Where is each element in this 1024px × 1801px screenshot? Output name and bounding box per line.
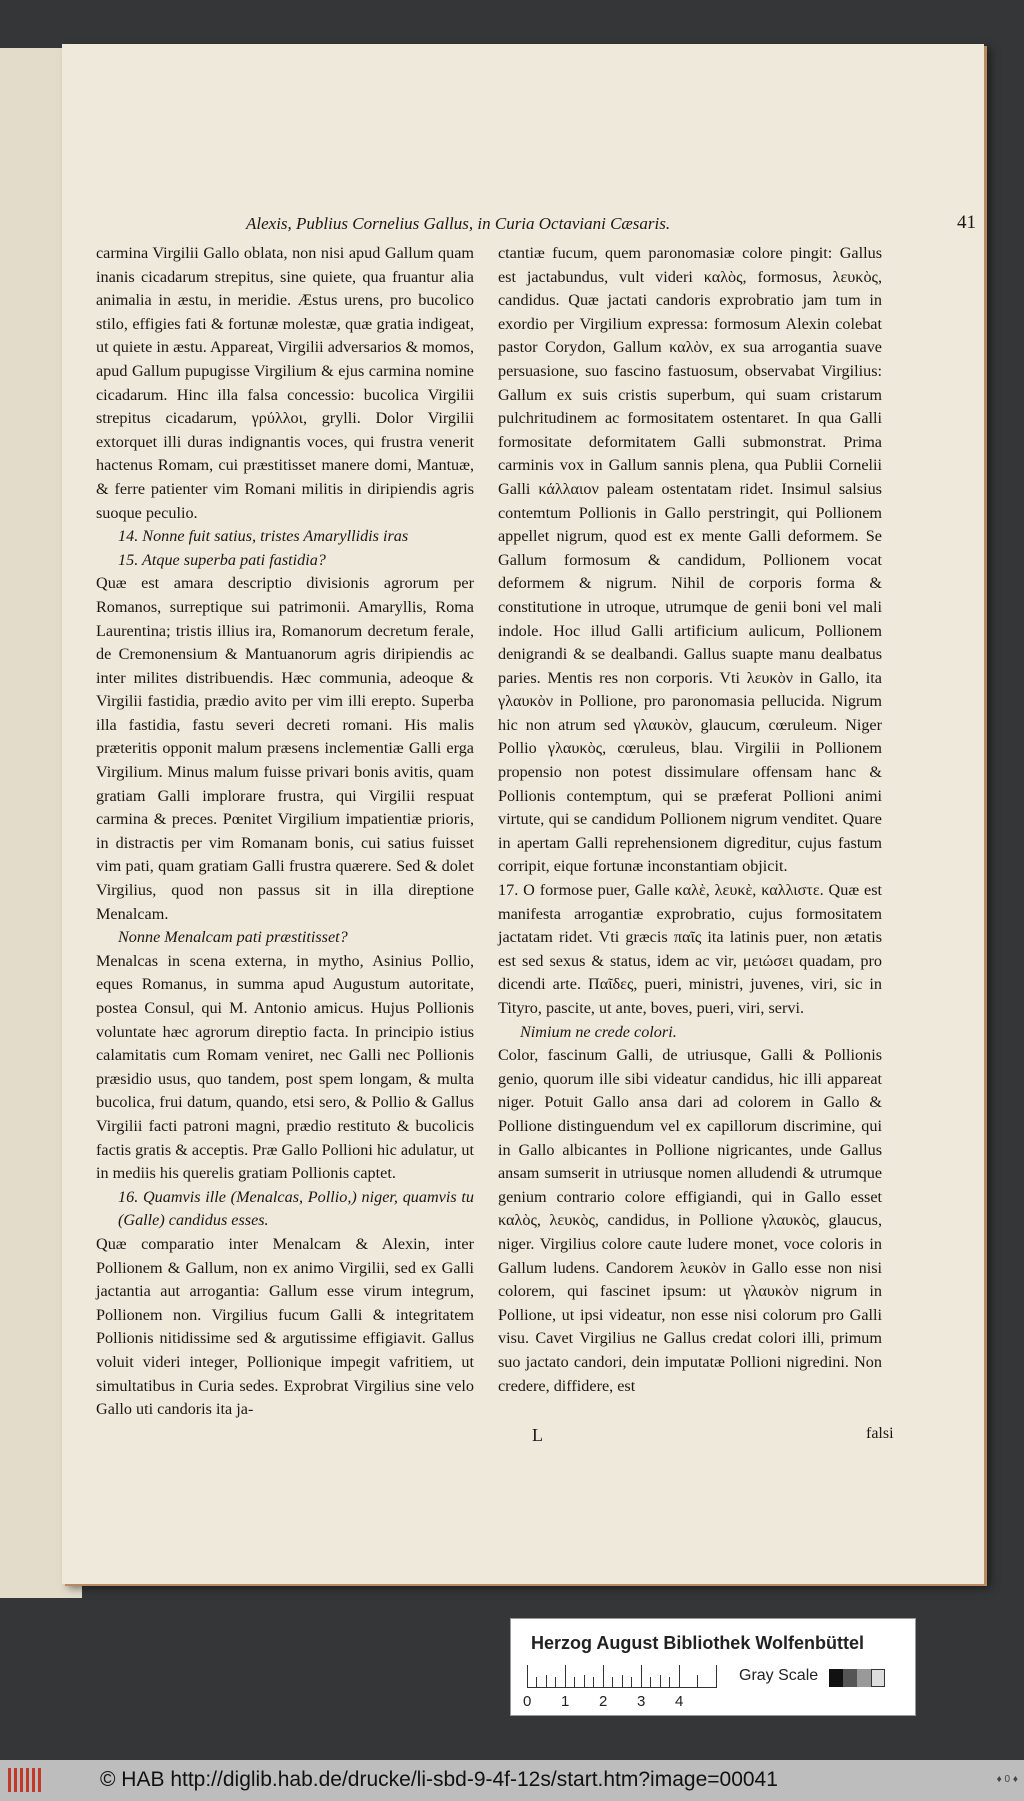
gray-swatch-1	[829, 1669, 843, 1687]
book-page	[62, 44, 984, 1584]
catchword: falsi	[866, 1425, 894, 1442]
hab-logo-icon	[8, 1768, 44, 1792]
footer-right-mark: ♦ 0 ♦	[996, 1774, 1018, 1785]
page-number: 41	[957, 212, 976, 233]
ruler-number-3: 3	[637, 1693, 646, 1710]
left-verse-16: 16. Quamvis ille (Menalcas, Pollio,) niger, quamvis tu (Galle) candidus esses.	[118, 1187, 474, 1230]
hab-card-title: Herzog August Bibliothek Wolfenbüttel	[531, 1633, 864, 1653]
ruler-scale	[527, 1665, 717, 1688]
right-paragraph-2: Color, fascinum Galli, de utriusque, Galli & Pollionis genio, quorum ille sibi videatur candidus, hic illi appareat niger. Potuit Gallo ansa dari ad colorem in Gallo & Pollione distinguendum vel ex capillorum discrimine, qui in Gallo albicantes in Pollione nigricantes, unde Gallus ansam sumserit in utriusque nomen alludendi & utrumque genium contrario colore effigiandi, qui in Gallo esset καλὸς, λευκὸς, candidus, in Pollione γλαυκὸς, glaucus, niger. Virgilius colore caute ludere monet, voce coloris in Gallum ludens. Candorem λευκὸν in Gallo esse non nisi colorem, qui fascinet ipsum: ut γλαυκὸν nigrum in Pollione, ut ipsi videatur, non esse nisi colorum pro Galli visu. Cavet Virgilius ne Gallus credat colori illi, primum suo jactato candori, dein imputatæ Pollioni nigredini. Non credere, diffidere, est	[498, 1046, 882, 1395]
viewer-footer	[0, 1760, 1024, 1801]
running-head	[246, 214, 976, 234]
right-paragraph-17: 17. O formose puer, Galle καλὲ, λευκὲ, καλλιστε. Quæ est manifesta arrogantiæ exprobratio, cujus formositatem jactatam ridet. Vti græcis παῖς ita latinis puer, non ætatis est sed sexus & status, idem ac vir, μειώσει quadam, pro dicendi arte. Παῖδες, pueri, ministri, juvenes, viri, sic in Tityro, pascite, ut ante, boves, pueri, viri, servi.	[498, 881, 882, 1017]
gray-scale-label: Gray Scale	[739, 1667, 819, 1684]
left-verse-menalcam: Nonne Menalcam pati præstitisset?	[118, 928, 348, 947]
left-paragraph-1: carmina Virgilii Gallo oblata, non nisi apud Gallum quam inanis cicadarum strepitus, sine quiete, qua fruantur alia animalia in æstu, in meridie. Æstus urens, pro bucolico stilo, effigies fati & fortunæ molestæ, quæ gratia indigeat, ut quiete in æstu. Appareat, Virgilii adversarios & momos, apud Gallum pupugisse Virgilium & ejus carmina nomine cicadarum. Hinc illa falsa concessio: bucolica Virgilii strepitus cicadarum, γρύλλοι, grylli. Dolor Virgilii extorquet illi duras indignantis voces, qui frustra venerit hactenus Romam, cui præstitisset manere domi, Mantuæ, & ferre patienter vim Romani militis in diripiendis agris suoque peculio.	[96, 244, 474, 522]
hab-color-card	[510, 1618, 916, 1716]
gray-swatch-2	[843, 1669, 857, 1687]
ruler-number-2: 2	[599, 1693, 608, 1710]
footer-url-link[interactable]: © HAB http://diglib.hab.de/drucke/li-sbd-9-4f-12s/start.htm?image=00041	[100, 1768, 778, 1791]
left-paragraph-2: Quæ est amara descriptio divisionis agrorum per Romanos, surreptique sui patrimonii. Amaryllis, Roma Laurentina; tristis illius ira, Romanorum decretum ferale, de Cremonensium & Mantuanorum agris diripiendis ac inter milites distribuendis. Hæc communia, adeoque & Virgilii fastidia, prædio avito per vim illi erepto. Superba illa fastidia, fastu severi decreti romani. His malis præteritis opponit malum præsens inclementiæ Galli erga Virgilium. Minus malum fuisse privari bonis avitis, quam gratiam Galli implorare frustra, qui Virgilii respuat carmina & preces. Pœnitet Virgilium impatientiæ prioris, in distractis per vim Romanam bonis, cui satius fuisset vim pati, quam gratiam Galli frustra quærere. Sed & dolet Virgilius, quod non passus sit in illa direptione Menalcam.	[96, 574, 474, 923]
left-paragraph-4: Quæ comparatio inter Menalcam & Alexin, inter Pollionem & Gallum, non ex animo Virgilii, sed ex Galli jactantia aut arrogantia: Gallum esse virum integrum, Pollionem non. Virgilius fucum Galli & integritatem Pollionis nitidissime sed & argutissime effigiavit. Gallus voluit videri integer, Pollionique impegit vafritiem, ut simultatibus in Curia sedes. Exprobrat Virgilius sine velo Gallo uti candoris ita ja-	[96, 1234, 474, 1419]
gray-swatch-3	[857, 1669, 871, 1687]
page-content	[96, 170, 982, 1470]
running-head-title: Alexis, Publius Cornelius Gallus, in Curia Octaviani Cæsaris.	[246, 214, 671, 233]
ruler-number-4: 4	[675, 1693, 684, 1710]
ruler-number-1: 1	[561, 1693, 570, 1710]
ruler-number-0: 0	[523, 1693, 532, 1710]
gray-swatch-4	[871, 1669, 885, 1687]
left-paragraph-3: Menalcas in scena externa, in mytho, Asinius Pollio, eques Romanus, in summa apud Augustum autoritate, postea Consul, qui M. Antonio amicus. Hujus Pollionis voluntate hæc agrorum direptio facta. In principio istius calamitatis cum Romam veniret, nec Galli nec Pollionis præsidio usus, quo tandem, post spem longam, & multa bucolica, frui datum, quando, etsi sero, & Pollio & Gallus Virgilii facti patroni magni, prædio restituto & bucolicis factis gratis & acceptis. Præ Gallo Pollioni hic adulatur, ut in mediis his querelis gratiam Pollionis captet.	[96, 951, 474, 1183]
left-verse-15: 15. Atque superba pati fastidia?	[118, 550, 326, 569]
right-verse-colori: Nimium ne crede colori.	[520, 1022, 677, 1041]
right-paragraph-1: ctantiæ fucum, quem paronomasiæ colore pingit: Gallus est jactabundus, vult videri καλὸς, formosus, λευκὸς, candidus. Quæ jactati candoris exprobratio jam tum in exordio per Virgilium expressa: formosum Alexin colebat pastor Corydon, Gallum καλὸν, ex sua arrogantia suave persuasione, suo fascino fastuosum, observabat Virgilius: Gallum ex suis cristis superbum, qui suam cristarum pulchritudinem ac formositatem ostentaret. In qua Galli formositate deformitatem Galli submonstrat. Prima carminis vox in Gallum sannis plena, qua Publii Cornelii Galli κάλλαιον paleam ostentatam ridet. Insimul salsius contemtum Pollionis in Gallo perstringit, qui Pollionem appellet nigrum, quod est ex mente Galli deformem. Se Gallum formosum & candidum, Pollionem vocat deformem & nigrum. Nihil de corporis forma & constitutione in utroque, utrumque de genii boni vel mali indole. Hoc illud Galli artificium aulicum, Pollionem denigrandi & se dealbandi. Gallus suapte manu dealbatus paries. Mentis res non corporis. Vti λευκὸν in Gallo, ita γλαυκὸν in Pollione, pro paronomasia pellucida. Nigrum hic non atrum sed γλαυκὸν, glaucum, cœruleum. Niger Pollio γλαυκὸς, cœruleus, blau. Virgilii in Pollionem propensio non potest dissimulare offensam hanc & Pollionis contemptum, qui se præferat Pollioni animi virtute, qui se candidum Pollionem nigrum venditet. Quare in apertam Galli reprehensionem digreditur, cujus fastum corripit, eique fortunæ inconstantiam objicit.	[498, 244, 882, 876]
left-verse-14: 14. Nonne fuit satius, tristes Amaryllidis iras	[118, 527, 409, 546]
right-column	[498, 242, 882, 1398]
signature-mark: L	[532, 1425, 543, 1445]
left-column	[96, 242, 474, 1422]
